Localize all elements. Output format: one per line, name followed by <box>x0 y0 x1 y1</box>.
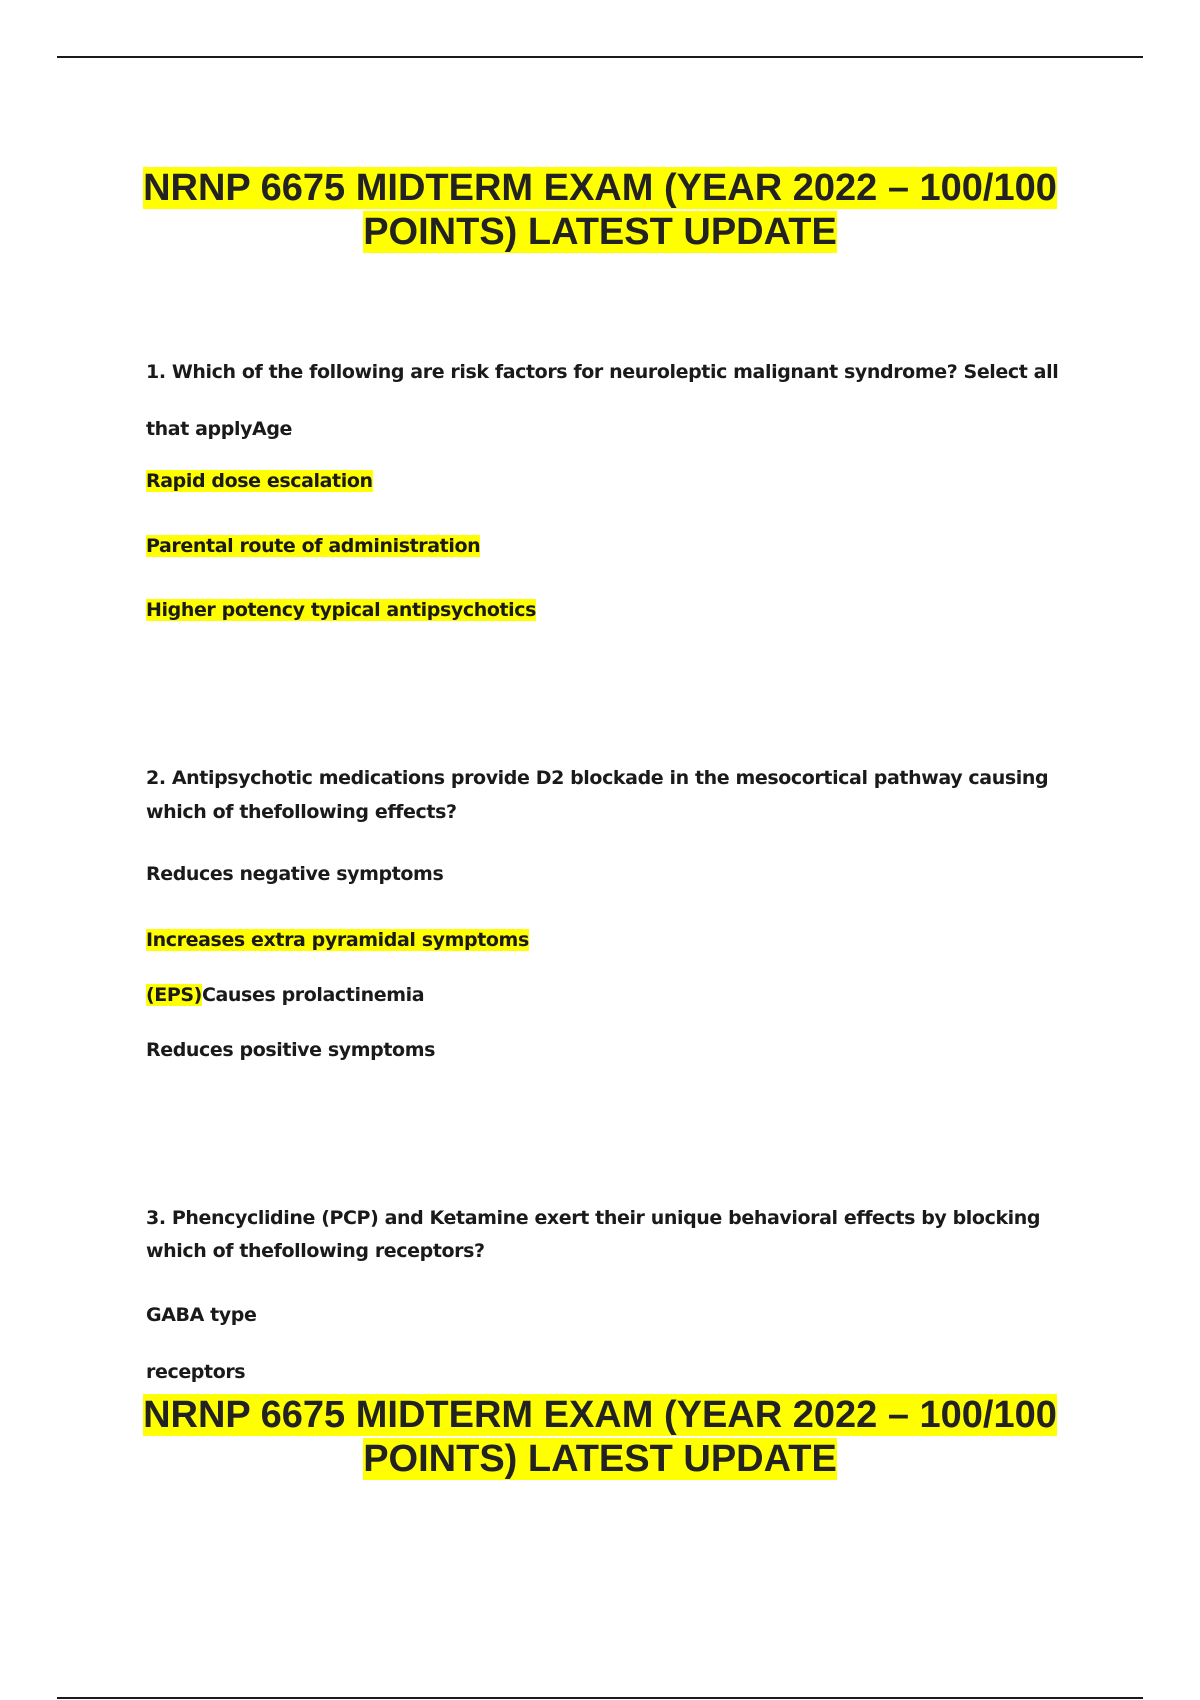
title-line-2: POINTS) LATEST UPDATE <box>363 211 837 253</box>
question-3-line-1: 3. Phencyclidine (PCP) and Ketamine exert their unique behavioral effects by blocking <box>146 1207 1041 1229</box>
question-3-option-a: GABA type <box>146 1304 257 1326</box>
answer-text: (EPS) <box>146 984 202 1006</box>
question-1-answer-3 <box>146 593 1096 627</box>
question-2-option-c <box>146 978 1096 1012</box>
question-3-line-2: which of thefollowing receptors? <box>146 1240 485 1262</box>
answer-text: Increases extra pyramidal symptoms <box>146 929 529 951</box>
title-line-1: NRNP 6675 MIDTERM EXAM (YEAR 2022 – 100/100 <box>143 167 1057 209</box>
answer-text: Higher potency typical antipsychotics <box>146 599 537 621</box>
question-1-line-1: 1. Which of the following are risk factors for neuroleptic malignant syndrome? Select all <box>146 361 1059 383</box>
document-title <box>100 166 1100 254</box>
answer-text: Parental route of administration <box>146 535 481 557</box>
top-rule <box>57 56 1143 58</box>
question-2-line-2: which of thefollowing effects? <box>146 801 457 823</box>
option-text: Causes prolactinemia <box>201 984 425 1006</box>
question-2-option-b <box>146 923 1096 957</box>
question-1-line-2: that applyAge <box>146 418 293 440</box>
bottom-rule <box>57 1697 1143 1699</box>
question-1-answer-2 <box>146 529 1096 563</box>
question-2-option-a: Reduces negative symptoms <box>146 863 444 885</box>
question-2-line-1: 2. Antipsychotic medications provide D2 blockade in the mesocortical pathway causing <box>146 767 1049 789</box>
title-line-1: NRNP 6675 MIDTERM EXAM (YEAR 2022 – 100/100 <box>143 1394 1057 1436</box>
repeated-title <box>100 1393 1100 1481</box>
question-3-option-b: receptors <box>146 1361 246 1383</box>
title-line-2: POINTS) LATEST UPDATE <box>363 1438 837 1480</box>
answer-text: Rapid dose escalation <box>146 470 373 492</box>
question-2-option-d: Reduces positive symptoms <box>146 1039 436 1061</box>
question-1-answer-1 <box>146 464 1096 498</box>
